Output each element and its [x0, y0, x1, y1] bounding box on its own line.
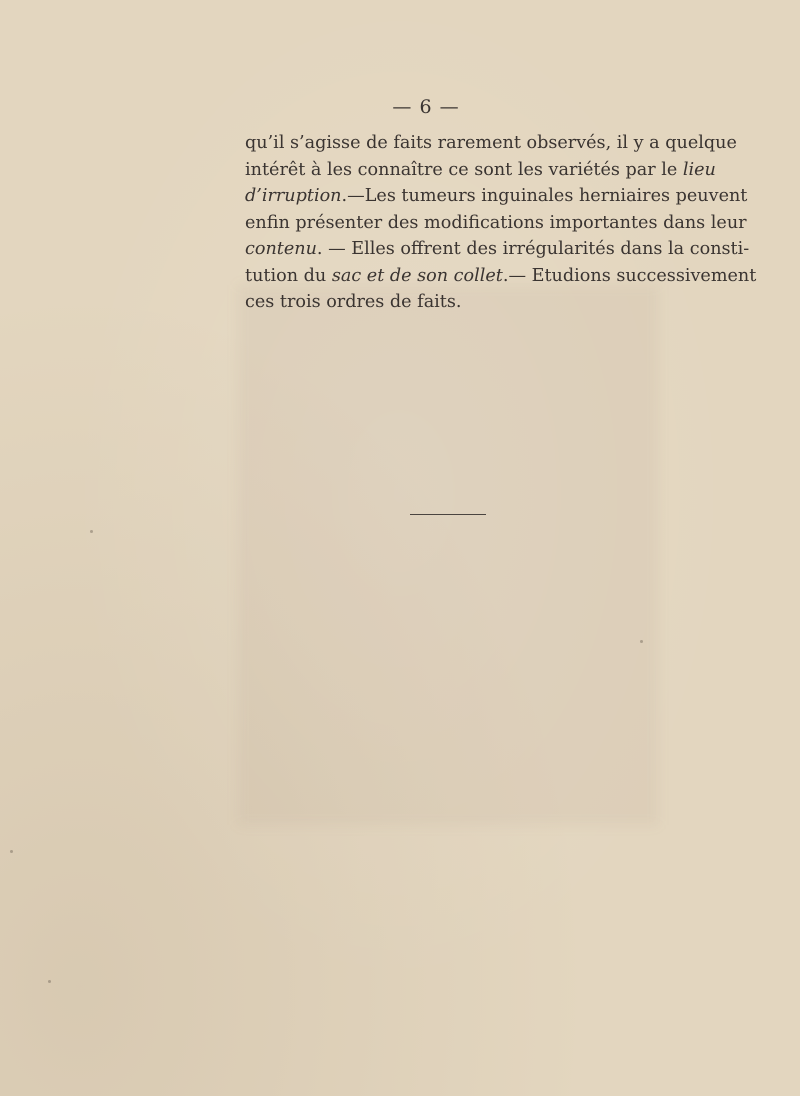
text-segment: . — Elles offrent des irrégularités dans la consti- — [316, 239, 750, 259]
text-segment: qu’il s’agisse de faits rarement observés, il y a quelque — [245, 133, 737, 153]
text-segment: .— Etudions successivement — [502, 265, 757, 286]
text-line — [245, 183, 748, 210]
body-paragraph — [245, 130, 757, 316]
text-segment: intérêt à les connaître ce sont les variétés par le — [245, 159, 683, 180]
italic-segment: lieu — [682, 159, 716, 180]
paper-speck — [48, 980, 51, 983]
paper-speck — [640, 640, 643, 643]
text-segment: ces trois ordres de faits. — [245, 292, 462, 312]
paper-speck — [10, 850, 13, 853]
text-line — [245, 236, 750, 263]
text-line — [245, 130, 737, 157]
text-segment: .—Les tumeurs inguinales herniaires peuvent — [341, 186, 748, 206]
text-segment: enfin présenter des modifications importantes dans leur — [245, 212, 747, 233]
text-segment: tution du — [245, 265, 332, 286]
italic-segment: sac et de son collet — [331, 265, 503, 286]
italic-segment: d’irruption — [245, 186, 342, 206]
section-divider — [410, 514, 486, 515]
italic-segment: contenu — [245, 239, 317, 259]
bleed-through-shadow — [238, 285, 658, 825]
text-line — [245, 289, 655, 316]
text-line — [245, 157, 716, 184]
page-number: — 6 — — [392, 96, 460, 118]
text-line — [245, 210, 747, 237]
paper-speck — [90, 530, 93, 533]
text-line — [245, 263, 757, 290]
